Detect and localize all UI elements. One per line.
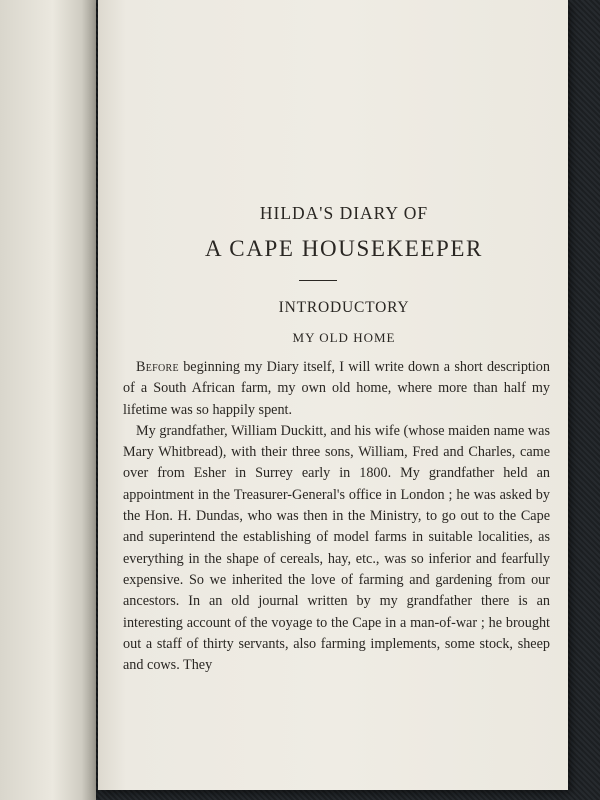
book-page [98,0,568,790]
chapter-title: MY OLD HOME [292,330,396,345]
facing-page-edge [0,0,96,800]
paragraph-1 [123,357,550,421]
title-divider [299,280,337,281]
body-text [123,357,550,676]
paragraph-2: My grandfather, William Duckitt, and his wife (whose maiden name was Mary Whitbread), with their three sons, William, Fred and Charles, came over from Esher in Surrey early in 1800. My grandfather held an appointment in the Treasurer-General's office in London ; he was asked by the Hon. H. Dundas, who was then in the Ministry, to go out to the Cape and superintend the establishing of model farms in suitable localities, as everything in the shape of cereals, hay, etc., was so inferior and fearfully expensive. So we inherited the love of farming and gardening from our ancestors. In an old journal written by my grandfather there is an interesting account of the voyage to the Cape in a man-of-war ; he brought out a staff of thirty servants, also farming implements, some stock, sheep and cows. They [123,422,550,674]
paragraph-1-lead: Before [136,359,179,375]
paragraph-1-rest: beginning my Diary itself, I will write down a short description of a South African farm, my own old home, where more than half my lifetime was so happily spent. [123,359,550,418]
book-title-line-1: HILDA'S DIARY OF [259,203,429,223]
book-title-line-2: A CAPE HOUSEKEEPER [205,236,483,261]
section-title: INTRODUCTORY [278,299,410,316]
